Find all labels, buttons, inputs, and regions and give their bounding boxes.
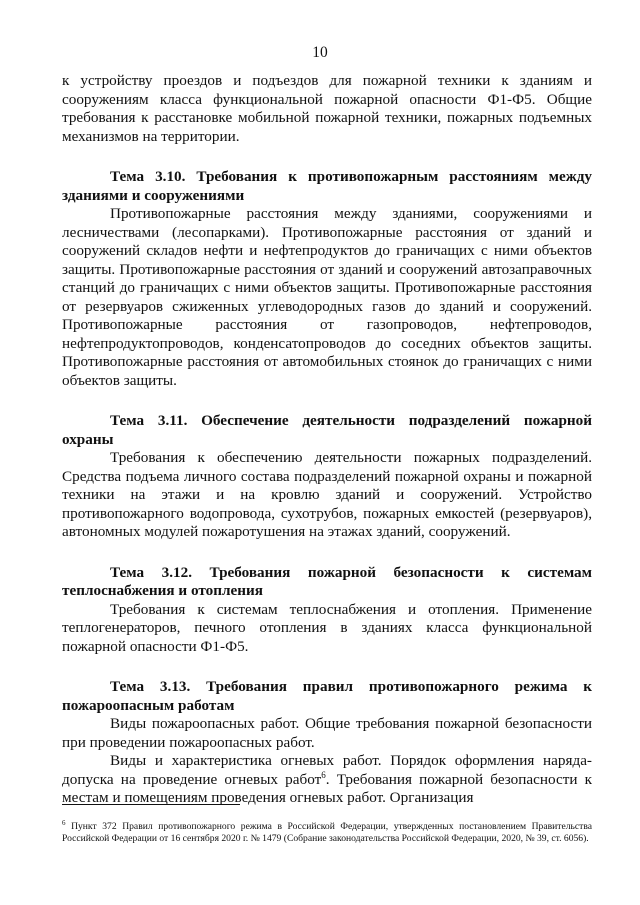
- spacer: [62, 656, 592, 678]
- section-heading-3-12: Тема 3.12. Требования пожарной безопасности к системам теплоснабжения и отопления: [62, 563, 592, 599]
- footnote-reference: 6: [321, 769, 326, 780]
- footnote: [62, 818, 592, 847]
- footnote-divider: [62, 804, 240, 805]
- intro-paragraph: к устройству проездов и подъездов для пожарной техники к зданиям и сооружениям класса функциональной пожарной опасности Ф1-Ф5. Общие требования к расстановке мобильной пожарной техники, пожарных подъемных механизмов на территории.: [62, 72, 592, 145]
- section-paragraph-with-footnote: [62, 752, 592, 808]
- paragraph-text-part: Виды и характеристика огневых работ. Порядок оформления наряда-допуска на проведение огневых работ: [62, 752, 592, 788]
- spacer: [62, 542, 592, 564]
- footnote-text: Пункт 372 Правил противопожарного режима в Российской Федерации, утвержденных постановлением Правительства Российской Федерации от 16 сентября 2020 г. № 1479 (Собрание законодательства Российской Федерации, 2020, № 39, ст. 6056).: [62, 820, 592, 845]
- page-number: 10: [312, 44, 328, 61]
- document-body: [62, 72, 592, 808]
- spacer: [62, 390, 592, 412]
- section-paragraph: Требования к обеспечению деятельности пожарных подразделений. Средства подъема личного состава подразделений пожарной охраны и пожарной техники на этажи и на кровлю зданий и сооружений. Устройство противопожарного водопровода, сухотрубов, пожарных емкостей (резервуаров), автономных модулей пожаротушения на этажах зданий, сооружений.: [62, 449, 592, 540]
- section-paragraph: Требования к системам теплоснабжения и отопления. Применение теплогенераторов, печного отопления в зданиях класса функциональной пожарной опасности Ф1-Ф5.: [62, 600, 592, 655]
- section-heading-3-10: Тема 3.10. Требования к противопожарным расстояниям между зданиями и сооружениями: [62, 168, 592, 204]
- paragraph-text-part: . Требования пожарной безопасности к местам и помещениям проведения огневых работ. Организация: [62, 770, 592, 806]
- section-paragraph: Противопожарные расстояния между зданиями, сооружениями и лесничествами (лесопарками). Противопожарные расстояния от зданий и сооружений складов нефти и нефтепродуктов до граничащих с ними объектов защиты. Противопожарные расстояния от зданий и сооружений автозаправочных станций до граничащих с ними объектов защиты. Противопожарные расстояния от резервуаров сжиженных углеводородных газов до зданий и сооружений. Противопожарные расстояния от газопроводов, нефтепроводов, нефтепродуктопроводов, конденсатопроводов до соседних объектов защиты. Противопожарные расстояния от автомобильных стоянок до граничащих с ними объектов защиты.: [62, 205, 592, 389]
- section-paragraph: Виды пожароопасных работ. Общие требования пожарной безопасности при проведении пожароопасных работ.: [62, 715, 592, 751]
- footnote-mark: 6: [62, 818, 66, 827]
- section-heading-3-11: Тема 3.11. Обеспечение деятельности подразделений пожарной охраны: [62, 412, 592, 448]
- section-heading-3-13: Тема 3.13. Требования правил противопожарного режима к пожароопасным работам: [62, 678, 592, 714]
- spacer: [62, 146, 592, 168]
